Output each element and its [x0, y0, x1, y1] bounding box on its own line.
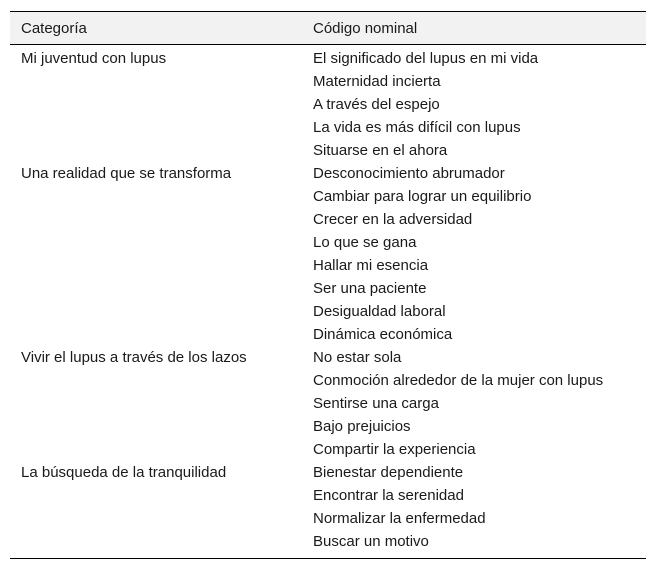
header-category: Categoría: [10, 12, 302, 45]
code-item: Desconocimiento abrumador: [313, 165, 505, 182]
code-item: Hallar mi esencia: [313, 257, 429, 274]
code-list: [313, 47, 646, 162]
code-item: Sentirse una carga: [313, 395, 439, 412]
code-item: Lo que se gana: [313, 234, 417, 251]
code-item: Maternidad incierta: [313, 73, 441, 90]
code-item: Encontrar la serenidad: [313, 487, 464, 504]
code-item: Crecer en la adversidad: [313, 211, 473, 228]
code-item: Bajo prejuicios: [313, 418, 411, 435]
code-item: Conmoción alrededor de la mujer con lupus: [313, 372, 604, 389]
code-item: Compartir la experiencia: [313, 441, 476, 458]
code-list: [313, 461, 646, 553]
code-item: Cambiar para lograr un equilibrio: [313, 188, 532, 205]
code-list: [313, 346, 646, 461]
table-row: [10, 162, 646, 346]
code-item: La vida es más difícil con lupus: [313, 119, 521, 136]
category-cell: Mi juventud con lupus: [21, 50, 167, 67]
category-code-table: [10, 11, 646, 559]
code-item: El significado del lupus en mi vida: [313, 50, 539, 67]
code-item: No estar sola: [313, 349, 402, 366]
code-item: Bienestar dependiente: [313, 464, 464, 481]
category-code-table-container: [10, 11, 646, 559]
table-header-row: [10, 12, 646, 45]
table-row: [10, 45, 646, 163]
code-item: A través del espejo: [313, 96, 440, 113]
code-item: Situarse en el ahora: [313, 142, 448, 159]
category-cell: Una realidad que se transforma: [21, 165, 232, 182]
table-row: [10, 346, 646, 461]
category-cell: Vivir el lupus a través de los lazos: [21, 349, 247, 366]
code-item: Ser una paciente: [313, 280, 427, 297]
table-row: [10, 461, 646, 559]
code-list: [313, 162, 646, 346]
category-cell: La búsqueda de la tranquilidad: [21, 464, 227, 481]
code-item: Buscar un motivo: [313, 533, 429, 550]
header-code: Código nominal: [302, 12, 646, 45]
code-item: Dinámica económica: [313, 326, 453, 343]
code-item: Desigualdad laboral: [313, 303, 446, 320]
code-item: Normalizar la enfermedad: [313, 510, 486, 527]
